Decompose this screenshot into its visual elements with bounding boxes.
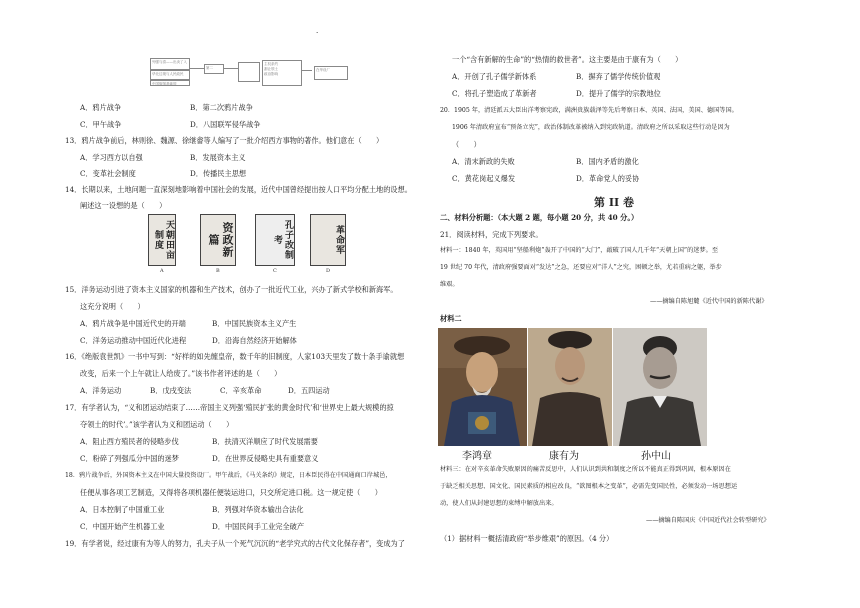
q12-option-a[interactable]: A．鸦片战争 [80,103,122,112]
book-cover-d: 革命军 [310,214,346,266]
book-cover-b: 资政新篇 [200,214,236,266]
q15-stem-line2: 这充分说明（ ） [80,302,145,311]
q13-option-a[interactable]: A．学习西方以自强 [80,153,143,162]
q21-stem: 21．阅读材料，完成下列要求。 [440,230,543,239]
q12-option-b[interactable]: B．第二次鸦片战争 [190,103,253,112]
book-label-c: C [273,268,277,274]
material3-source: ——摘编自陈国庆《中国近代社会转型研究》 [646,517,770,524]
diagram-label: 政治影响 [264,72,278,76]
portrait-li-hongzhang [438,328,527,446]
q12-flow-diagram [150,56,348,86]
q16-option-d[interactable]: D．五四运动 [288,386,330,395]
portrait-sun-yatsen [613,328,707,446]
q18-option-d[interactable]: D．中国民间手工业完全破产 [212,522,305,531]
q13-option-c[interactable]: C．变革社会制度 [80,169,136,178]
diagram-arrow [224,68,238,69]
q19-option-c[interactable]: C．将孔子塑造成了革新者 [452,89,537,98]
diagram-box: 第二 [204,64,224,74]
q15-option-a[interactable]: A．鸦片战争是中国近代史的开端 [80,319,186,328]
diagram-arrow [190,68,204,69]
q15-stem-line1: 15．洋务运动引进了资本主义国家的机器和生产技术，创办了一批近代工业，兴办了新式学校和新海军。 [65,285,398,294]
q15-option-b[interactable]: B．中国民族资本主义产生 [212,319,297,328]
q20-stem-line2: 1906 年清政府宣布“预备立宪”，政治体制改革被纳入到宪政轨道。清政府之所以采取这些行动是因为 [452,124,730,131]
q20-stem-line1: 20．1905 年，清廷派五大臣出洋考察宪政，满洲贵族载泽等先后考察日本、英国、法国，美国、德国等国。 [440,107,738,114]
q18-option-b[interactable]: B．列强对华资本输出合法化 [212,505,304,514]
q21-question-1: （1）据材料一概括清政府“举步维艰”的原因。（4 分） [440,534,614,543]
q12-option-d[interactable]: D．八国联军侵华战争 [190,120,261,129]
q14-stem-line1: 14．长期以来，土地问题一直深刻地影响着中国社会的发展，近代中国曾经提出按人口平均分配土地的设想。 [65,185,412,194]
q16-stem-line2: 改变，后来一个上午就让人给废了。”该书作者评述的是（ ） [80,369,282,378]
q20-option-b[interactable]: B．国内矛盾的激化 [576,157,639,166]
book-label-d: D [326,268,331,274]
q17-stem-line2: 夺领土的时代’。”该学者认为义和团运动（ ） [80,420,234,429]
q13-stem: 13．鸦片战争前后，林则徐、魏源、徐继畬等人编写了一批介绍西方事物的著作。他们意在（ ） [65,136,384,145]
diagram-arrow [302,70,312,71]
material2-label: 材料二 [440,314,462,323]
q20-stem-line3: （ ） [452,140,481,149]
portrait-caption-sun-yatsen: 孙中山 [641,451,671,462]
portrait-kang-youwei [528,328,612,446]
book-cover-c: 孔子改制考 [255,214,295,266]
diagram-label: 主权条约 [264,62,278,66]
material1-source: ——摘编自陈旭麓《近代中国的新陈代谢》 [650,298,768,305]
portrait-caption-kang-youwei: 康有为 [549,451,579,462]
q19-stem-line1: 19．有学者说，经过康有为等人的努力，孔夫子从一个死气沉沉的“老学究式的古代文化保存者”，变成为了 [65,539,405,548]
q18-option-c[interactable]: C．中国开始产生机器工业 [80,522,165,531]
q16-option-b[interactable]: B．戊戌变法 [150,386,192,395]
q20-option-d[interactable]: D．革命党人的妥协 [576,174,640,183]
q17-stem-line1: 17．有学者认为，“义和团运动结束了……帝国主义列强‘殖民扩张的黄金时代’和‘世界史上最大规模的掠 [65,403,394,412]
q19-option-b[interactable]: B．摒弃了儒学传统价值观 [576,72,661,81]
q13-option-d[interactable]: D．传播民主思想 [190,169,247,178]
material1-line2: 19 世纪 70 年代，清政府强要面对“发达”之急，还要应对“洋人”之究，困顿之举，尤若重病之躯，举步 [440,264,722,271]
diagram-box [262,60,302,86]
q18-option-a[interactable]: A．日本控制了中国重工业 [80,505,165,514]
diagram-box: 列强与清——出卖了入 [150,58,190,70]
q14-stem-line2: 阐述这一设想的是（ ） [80,201,167,210]
q17-option-c[interactable]: C．粉碎了列强瓜分中国的迷梦 [80,454,179,463]
q20-option-a[interactable]: A．清末新政的失败 [452,157,515,166]
q13-option-b[interactable]: B．发展资本主义 [190,153,246,162]
material3-line2: 于缺乏相关思想、国文化、国民素质的相应改良，“欲图根本之变革”，必需先变国民性，必须发动一场思想运 [440,483,738,490]
q18-stem-line2: 任便从事各项工艺制造，又得将各项机器任便装运进口，只交所定进口税。这一规定使（ ） [80,488,382,497]
book-label-b: B [216,268,220,274]
part2-title: 第 II 卷 [594,196,634,209]
diagram-box [238,62,260,82]
material3-line1: 材料三：在对辛亥革命失败原因的痛苦反思中，人们认识到共和制度之所以不能真正得到巩固，根本原因在 [440,466,731,473]
q17-option-b[interactable]: B．扶清灭洋顺应了时代发展需要 [212,437,318,446]
q15-option-d[interactable]: D．沿海自然经济开始解体 [212,336,297,345]
part2-section-heading: 二、材料分析题：（本大题 2 题，每小题 20 分，共 40 分。） [440,213,639,222]
material3-line3: 动，使人们从封建思想的束缚中解放出来。 [440,500,558,507]
q18-stem-line1: 18．鸦片战争后，外国资本主义在中国大量投资设厂。甲午战后，《马关条约》规定，日本臣民得在中国通商口岸城邑， [65,472,392,479]
q16-option-c[interactable]: C．辛亥革命 [220,386,262,395]
q16-option-a[interactable]: A．洋务运动 [80,386,122,395]
top-mark: · [316,28,319,37]
diagram-box: 在华设厂 [314,66,348,80]
q20-option-c[interactable]: C．黄花岗起义爆发 [452,174,516,183]
q19-option-d[interactable]: D．提升了儒学的宗教地位 [576,89,661,98]
portrait-caption-li-hongzhang: 李鸿章 [462,451,492,462]
diagram-label: 割让领土 [264,67,278,71]
q19-option-a[interactable]: A．开创了孔子儒学新体系 [452,72,537,81]
material1-line3: 维艰。 [440,281,459,288]
q12-option-c[interactable]: C．甲午战争 [80,120,122,129]
q16-stem-line1: 16．《绝版袁世凯》一书中写到：“好样的如先缠皇帝，数千年的旧制度，人家103天里发了数十条手谕就想 [65,352,405,361]
book-cover-a: 天朝田亩制度 [148,214,176,266]
book-label-a: A [160,268,164,274]
material1-line1: 材料一：1840 年，英国用“坚船利炮”轰开了中国的“大门”，敲破了国人几千年“天朝上国”的迷梦。至 [440,247,719,254]
q15-option-c[interactable]: C．洋务运动推动中国近代化进程 [80,336,187,345]
diagram-box: 华北边境与人民政民 [150,70,190,80]
q19-stem-line2: 一个“含有新解的生命”的“热情的救世者”。这主要是由于康有为（ ） [452,55,683,64]
q17-option-a[interactable]: A．阻止西方殖民者的侵略步伐 [80,437,179,446]
diagram-box: 中国版图基础领 [150,80,190,86]
q17-option-d[interactable]: D．在世界反侵略史具有重要意义 [212,454,319,463]
